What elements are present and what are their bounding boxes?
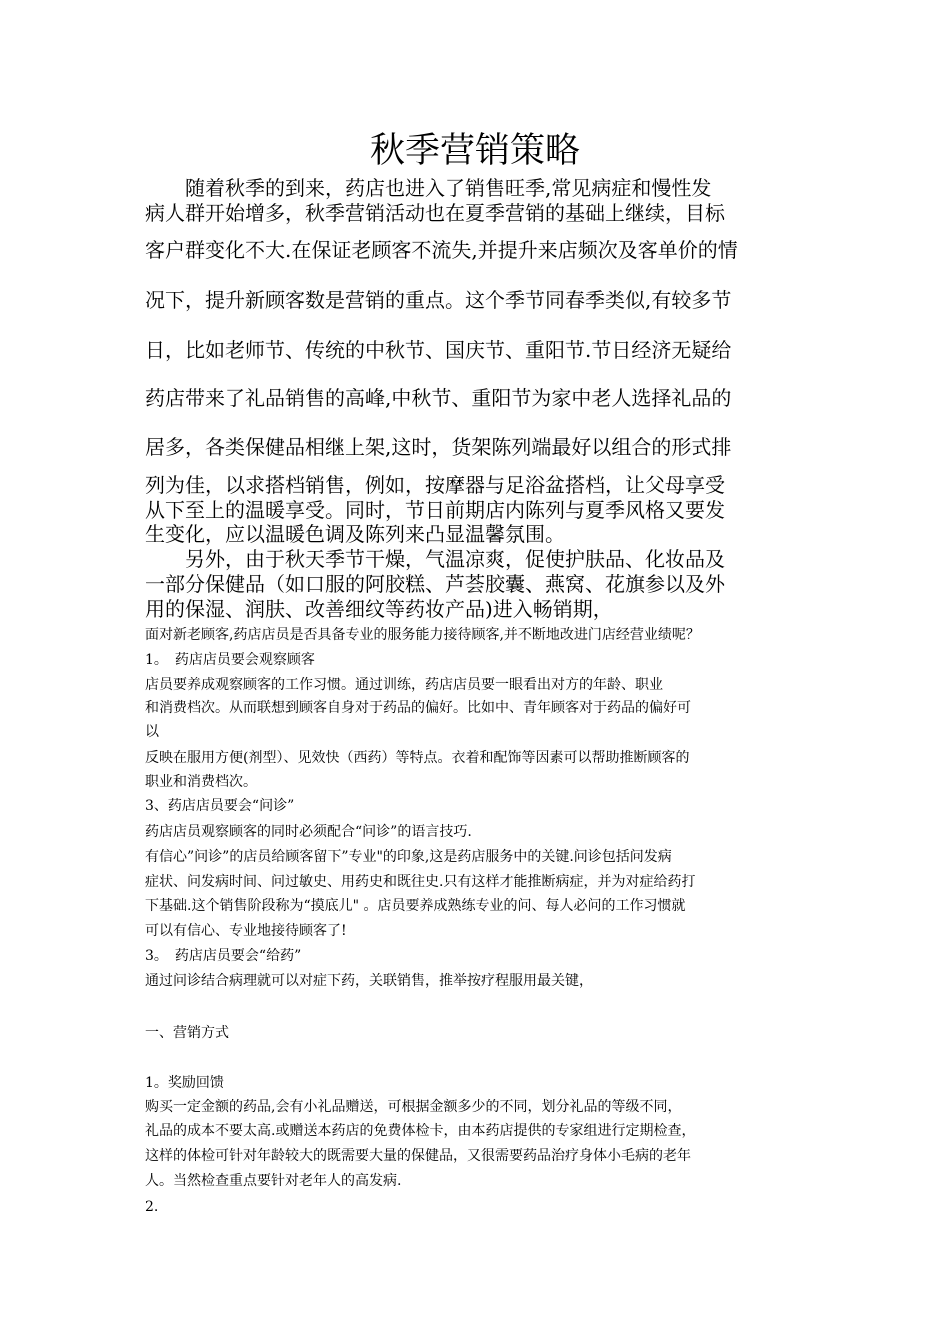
paragraph-line: 客户群变化不大.在保证老顾客不流失,并提升来店频次及客单价的情: [145, 238, 738, 262]
section-heading: 3、药店店员要会“问诊”: [145, 798, 295, 814]
paragraph-line: 症状、问发病时间、问过敏史、用药史和既往史.只有这样才能推断病症，并为对症给药打: [145, 874, 696, 890]
paragraph-line: 日，比如老师节、传统的中秋节、国庆节、重阳节.节日经济无疑给: [145, 338, 732, 362]
section-heading: 一、营销方式: [145, 1025, 229, 1041]
paragraph-line: 以: [145, 724, 159, 740]
paragraph-line: 从下至上的温暖享受。同时，节日前期店内陈列与夏季风格又要发: [145, 498, 725, 522]
paragraph-line: 用的保湿、润肤、改善细纹等药妆产品)进入畅销期，: [145, 597, 613, 621]
paragraph-line: 况下，提升新顾客数是营销的重点。这个季节同春季类似,有较多节: [145, 288, 732, 312]
paragraph-line: 这样的体检可针对年龄较大的既需要大量的保健品，又很需要药品治疗身体小毛病的老年: [145, 1148, 691, 1164]
section-heading: 2.: [145, 1199, 159, 1215]
paragraph-line: 人。当然检查重点要针对老年人的高发病.: [145, 1173, 402, 1189]
paragraph-line: 药店带来了礼品销售的高峰,中秋节、重阳节为家中老人选择礼品的: [145, 386, 732, 410]
document-title: 秋季营销策略: [369, 131, 580, 171]
paragraph-line: 职业和消费档次。: [145, 774, 257, 790]
paragraph-line: 和消费档次。从而联想到顾客自身对于药品的偏好。比如中、青年顾客对于药品的偏好可: [145, 700, 691, 716]
paragraph-line: 反映在服用方便(剂型）、见效快（西药）等特点。衣着和配饰等因素可以帮助推断顾客的: [145, 750, 690, 766]
paragraph-line: 购买一定金额的药品,会有小礼品赠送，可根据金额多少的不同，划分礼品的等级不同，: [145, 1099, 682, 1115]
section-heading: 1。奖励回馈: [145, 1075, 224, 1091]
section-heading: 3。 药店店员要会“给药”: [145, 948, 302, 964]
paragraph-line: 居多，各类保健品相继上架,这时，货架陈列端最好以组合的形式排: [145, 435, 732, 459]
paragraph-line: 店员要养成观察顾客的工作习惯。通过训练，药店店员要一眼看出对方的年龄、职业: [145, 677, 663, 693]
paragraph-line: 随着秋季的到来，药店也进入了销售旺季,常见病症和慢性发: [145, 176, 712, 200]
paragraph-line: 列为佳，以求搭档销售，例如，按摩器与足浴盆搭档，让父母享受: [145, 473, 725, 497]
paragraph-line: 病人群开始增多，秋季营销活动也在夏季营销的基础上继续，目标: [145, 201, 725, 225]
paragraph-line: 有信心”问诊”的店员给顾客留下”专业"的印象,这是药店服务中的关键.问诊包括问发病: [145, 849, 672, 865]
paragraph-line: 面对新老顾客,药店店员是否具备专业的服务能力接待顾客,并不断地改进门店经营业绩呢？: [145, 627, 700, 643]
paragraph-line: 另外，由于秋天季节干燥，气温凉爽，促使护肤品、化妆品及: [145, 547, 725, 571]
paragraph-line: 一部分保健品（如口服的阿胶糕、芦荟胶囊、燕窝、花旗参以及外: [145, 572, 725, 596]
paragraph-line: 可以有信心、专业地接待顾客了!: [145, 923, 347, 939]
paragraph-line: 通过问诊结合病理就可以对症下药，关联销售，推举按疗程服用最关键，: [145, 973, 593, 989]
section-heading: 1。 药店店员要会观察顾客: [145, 652, 315, 668]
paragraph-line: 药店店员观察顾客的同时必须配合“问诊”的语言技巧.: [145, 824, 472, 840]
paragraph-line: 礼品的成本不要太高.或赠送本药店的免费体检卡，由本药店提供的专家组进行定期检查，: [145, 1123, 696, 1139]
paragraph-line: 生变化，应以温暖色调及陈列来凸显温馨氛围。: [145, 522, 565, 546]
paragraph-line: 下基础.这个销售阶段称为“摸底儿" 。店员要养成熟练专业的问、每人必问的工作习惯就: [145, 898, 686, 914]
